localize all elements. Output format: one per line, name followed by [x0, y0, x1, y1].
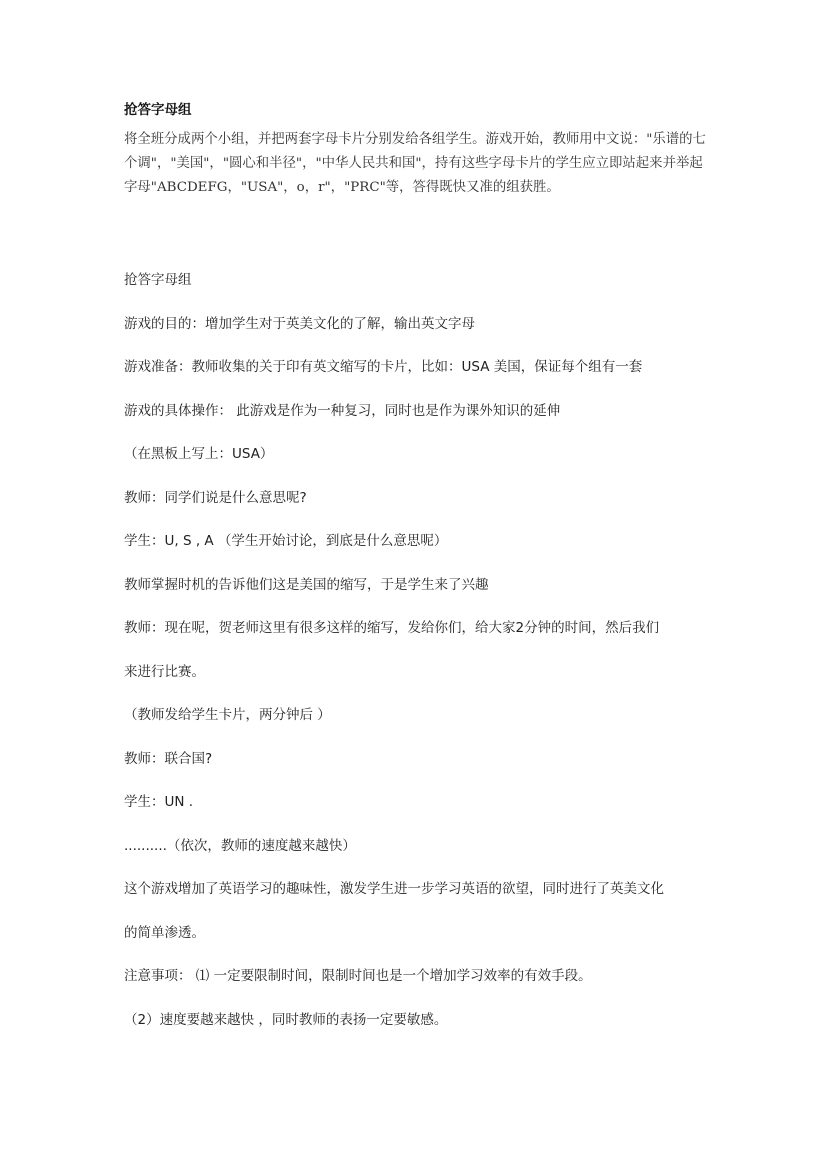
- notice-item-1: 注意事项： ⑴ 一定要限制时间，限制时间也是一个增加学习效率的有效手段。: [124, 968, 592, 984]
- teacher-explains: 教师掌握时机的告诉他们这是美国的缩写，于是学生来了兴趣: [124, 577, 489, 593]
- student-answer: 学生：U, S , A （学生开始讨论，到底是什么意思呢）: [124, 533, 448, 549]
- game-benefit: 这个游戏增加了英语学习的趣味性，激发学生进一步学习英语的欲望，同时进行了英美文化: [124, 881, 664, 897]
- teacher-question: 教师：同学们说是什么意思呢?: [124, 490, 307, 506]
- intro-section: [124, 100, 709, 200]
- game-purpose: 游戏的目的：增加学生对于英美文化的了解，输出英文字母: [124, 316, 475, 332]
- intro-paragraph: 将全班分成两个小组，并把两套字母卡片分别发给各组学生。游戏开始，教师用中文说："乐谱的七个调"，"美国"，"圆心和半径"，"中华人民共和国"，持有这些字母卡片的学生应立即站起来并举起字母"ABCDEFG，"USA"，o，r"，"PRC"等，答得既快又准的组获胜。: [124, 132, 706, 195]
- teacher-instruction: 教师：现在呢，贺老师这里有很多这样的缩写，发给你们，给大家2分钟的时间，然后我们: [124, 620, 660, 636]
- game-preparation: 游戏准备：教师收集的关于印有英文缩写的卡片，比如：USA 美国，保证每个组有一套: [124, 359, 643, 375]
- student-un-answer: 学生：UN .: [124, 794, 194, 810]
- sequence-note: ..........（依次，教师的速度越来越快）: [124, 838, 356, 854]
- teacher-un-question: 教师：联合国?: [124, 751, 213, 767]
- notice-item-2: （2）速度要越来越快 ，同时教师的表扬一定要敏感。: [124, 1012, 448, 1028]
- board-note: （在黑板上写上：USA）: [124, 446, 274, 462]
- game-title: 抢答字母组: [124, 272, 192, 288]
- card-distribution-note: （教师发给学生卡片，两分钟后 ）: [124, 707, 331, 723]
- game-benefit-cont: 的简单渗透。: [124, 925, 205, 941]
- teacher-instruction-cont: 来进行比赛。: [124, 664, 205, 680]
- game-procedure: 游戏的具体操作： 此游戏是作为一种复习，同时也是作为课外知识的延伸: [124, 403, 561, 419]
- intro-title: 抢答字母组: [124, 102, 192, 118]
